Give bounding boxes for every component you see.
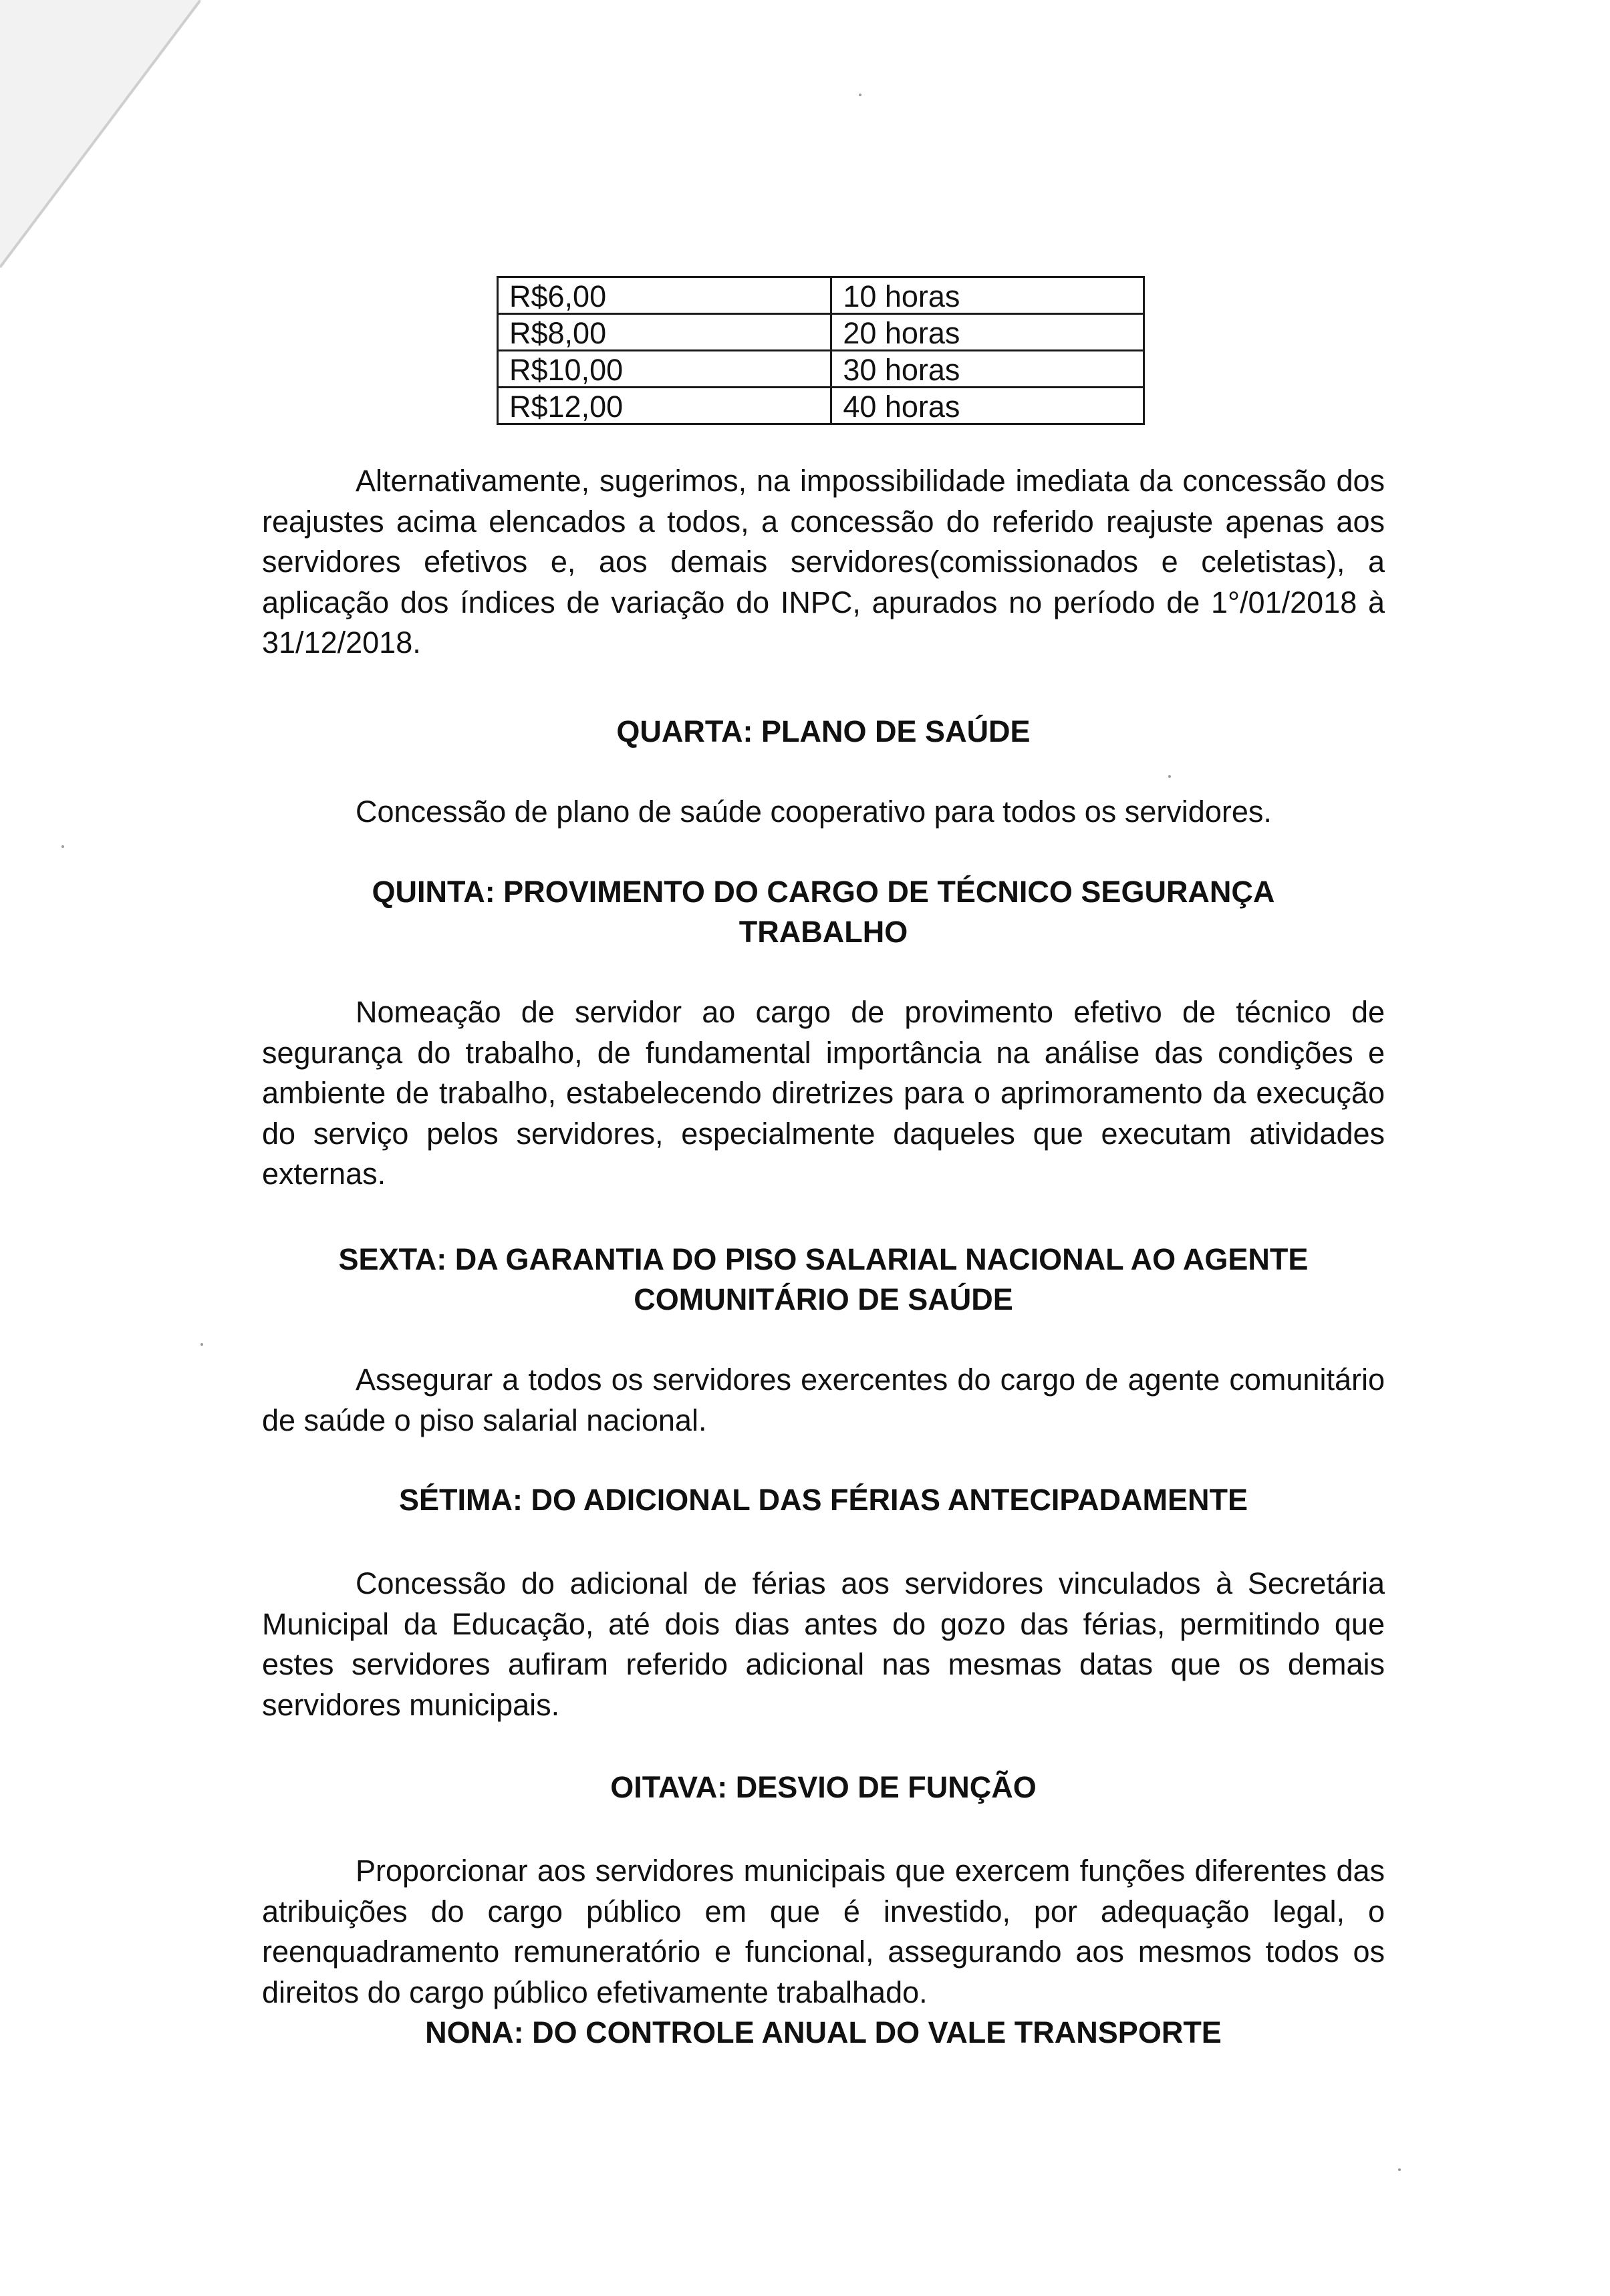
table-cell-hours: 10 horas <box>831 277 1144 314</box>
quarta-heading: QUARTA: PLANO DE SAÚDE <box>616 714 1031 748</box>
intro-paragraph: Alternativamente, sugerimos, na impossibilidade imediata da concessão dos reajustes acima elencados a todos, a concessão do referido reajuste apenas aos servidores efetivos e, aos demais servidores(comissionados e celetistas), a aplicação dos índices de variação do INPC, apurados no período de 1°/01/2018 à 31/12/2018. <box>262 464 1385 660</box>
table-row <box>498 314 1144 351</box>
oitava-paragraph: Proporcionar aos servidores municipais que exercem funções diferentes das atribuições do cargo público em que é investido, por adequação legal, o reenquadramento remuneratório e funcional, assegurando aos mesmos todos os direitos do cargo público efetivamente trabalhado. <box>262 1854 1385 2009</box>
table-cell-value: R$6,00 <box>498 277 831 314</box>
table-row <box>498 351 1144 388</box>
scan-speck <box>61 845 64 848</box>
table-cell-value: R$10,00 <box>498 351 831 388</box>
table-cell-value: R$8,00 <box>498 314 831 351</box>
table-cell-value: R$12,00 <box>498 388 831 424</box>
sexta-heading-line-1: SEXTA: DA GARANTIA DO PISO SALARIAL NACIONAL AO AGENTE <box>338 1242 1309 1276</box>
quinta-heading-line-2: TRABALHO <box>739 915 908 949</box>
quinta-heading-line-1: QUINTA: PROVIMENTO DO CARGO DE TÉCNICO SEGURANÇA <box>372 875 1275 909</box>
scan-speck <box>1398 2168 1401 2171</box>
table-cell-hours: 30 horas <box>831 351 1144 388</box>
sexta-paragraph: Assegurar a todos os servidores exercentes do cargo de agente comunitário de saúde o piso salarial nacional. <box>262 1362 1385 1437</box>
sexta-heading-line-2: COMUNITÁRIO DE SAÚDE <box>634 1282 1013 1316</box>
fee-table <box>497 276 1145 425</box>
table-row <box>498 277 1144 314</box>
quinta-paragraph: Nomeação de servidor ao cargo de provimento efetivo de técnico de segurança do trabalho, de fundamental importância na análise das condições e ambiente de trabalho, estabelecendo diretrizes para o aprimoramento da execução do serviço pelos servidores, especialmente daqueles que executam atividades externas. <box>262 995 1385 1191</box>
quarta-paragraph: Concessão de plano de saúde cooperativo para todos os servidores. <box>356 795 1272 829</box>
table-cell-hours: 20 horas <box>831 314 1144 351</box>
scan-speck <box>200 1343 203 1346</box>
nona-heading: NONA: DO CONTROLE ANUAL DO VALE TRANSPORTE <box>425 2015 1222 2049</box>
setima-heading: SÉTIMA: DO ADICIONAL DAS FÉRIAS ANTECIPADAMENTE <box>398 1483 1248 1517</box>
oitava-heading: OITAVA: DESVIO DE FUNÇÃO <box>610 1770 1037 1804</box>
table-row <box>498 388 1144 424</box>
setima-paragraph: Concessão do adicional de férias aos servidores vinculados à Secretária Municipal da Educação, até dois dias antes do gozo das férias, permitindo que estes servidores aufiram referido adicional nas mesmas datas que os demais servidores municipais. <box>262 1566 1385 1722</box>
table-cell-hours: 40 horas <box>831 388 1144 424</box>
scan-speck <box>859 94 861 96</box>
scan-corner-shadow <box>0 0 200 347</box>
scan-speck <box>1168 775 1171 778</box>
